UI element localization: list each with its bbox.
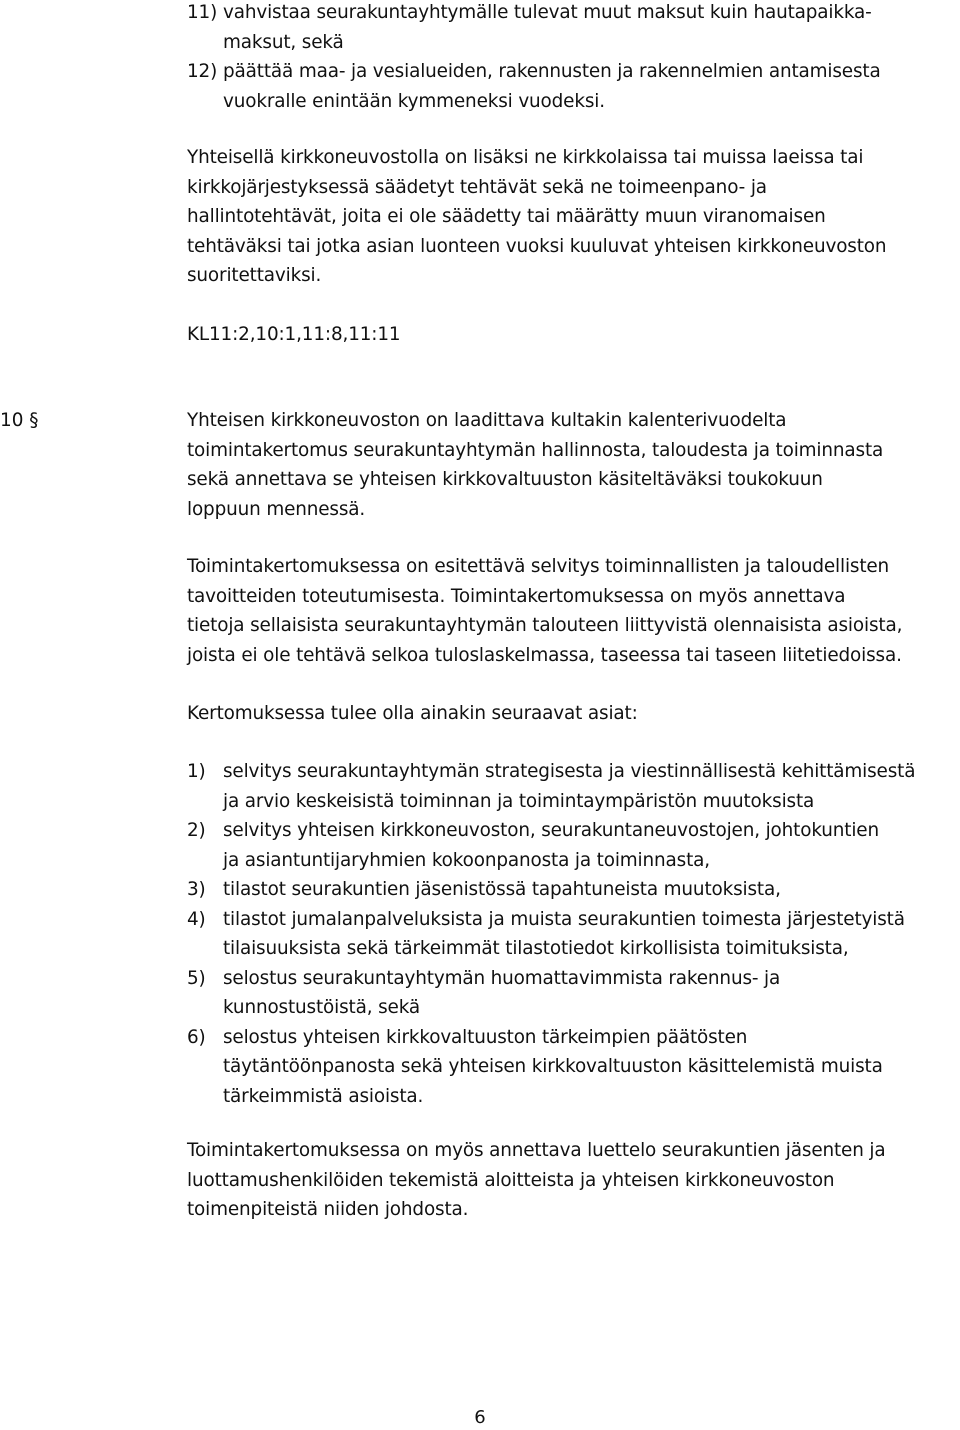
list-item-number: 1) <box>187 761 206 782</box>
paragraph-line: Toimintakertomuksessa on esitettävä selvitys toiminnallisten ja taloudellisten <box>187 556 890 577</box>
paragraph-annual-report-requirement <box>187 406 959 524</box>
list-item-line: tilastot jumalanpalveluksista ja muista seurakuntien toimesta järjestetyistä <box>223 908 905 930</box>
list-item <box>187 0 947 57</box>
list-intro <box>187 699 959 729</box>
list-item-number: 11) <box>187 2 218 23</box>
paragraph-line: tavoitteiden toteutumisesta. Toimintakertomuksessa on myös annettava <box>187 585 846 607</box>
list-item <box>187 1023 959 1112</box>
list-item-line: vuokralle enintään kymmeneksi vuodeksi. <box>223 90 605 112</box>
list-item <box>187 757 959 816</box>
section-number: 10 § <box>0 410 39 431</box>
list-item <box>187 816 959 875</box>
paragraph-line: toimintakertomus seurakuntayhtymän hallinnosta, taloudesta ja toiminnasta <box>187 439 884 461</box>
list-item <box>187 875 959 905</box>
paragraph-line: Toimintakertomuksessa on myös annettava luettelo seurakuntien jäsenten ja <box>187 1140 886 1161</box>
list-item-line: tilastot seurakuntien jäsenistössä tapahtuneista muutoksista, <box>223 879 781 900</box>
paragraph-line: Yhteisen kirkkoneuvoston on laadittava kultakin kalenterivuodelta <box>187 410 787 431</box>
paragraph-report-contents <box>187 552 959 670</box>
list-item <box>187 57 947 116</box>
list-item-line: päättää maa- ja vesialueiden, rakennusten ja rakennelmien antamisesta <box>223 61 881 82</box>
list-item-line: ja asiantuntijaryhmien kokoonpanosta ja toiminnasta, <box>223 849 710 871</box>
paragraph-line: sekä annettava se yhteisen kirkkovaltuuston käsiteltäväksi toukokuun <box>187 469 823 490</box>
list-item-line: vahvistaa seurakuntayhtymälle tulevat muut maksut kuin hautapaikka- <box>223 2 872 23</box>
list-item-number: 2) <box>187 820 206 841</box>
list-item-line: tilaisuuksista sekä tärkeimmät tilastotiedot kirkollisista toimituksista, <box>223 938 849 959</box>
paragraph-line: tietoja sellaisista seurakuntayhtymän talouteen liittyvistä olennaisista asioista, <box>187 615 903 636</box>
list-item-line: selvitys yhteisen kirkkoneuvoston, seurakuntaneuvostojen, johtokuntien <box>223 820 879 841</box>
list-item-number: 12) <box>187 61 218 82</box>
list-item-number: 3) <box>187 879 206 900</box>
numbered-list <box>187 757 959 1111</box>
paragraph-additional-duties <box>187 143 959 291</box>
list-item-line: selostus seurakuntayhtymän huomattavimmista rakennus- ja <box>223 967 781 989</box>
list-item-number: 5) <box>187 967 206 989</box>
paragraph-line: tehtäväksi tai jotka asian luonteen vuoksi kuuluvat yhteisen kirkkoneuvoston <box>187 235 887 257</box>
paragraph-line: Yhteisellä kirkkoneuvostolla on lisäksi ne kirkkolaissa tai muissa laeissa tai <box>187 147 864 168</box>
list-item <box>187 905 959 964</box>
list-item-number: 4) <box>187 908 206 930</box>
list-item-number: 6) <box>187 1026 206 1048</box>
paragraph-initiatives-list <box>187 1136 959 1225</box>
paragraph-line: toimenpiteistä niiden johdosta. <box>187 1199 469 1220</box>
page-number: 6 <box>474 1407 486 1428</box>
paragraph-line: loppuun mennessä. <box>187 498 366 520</box>
paragraph-line: hallintotehtävät, joita ei ole säädetty tai määrätty muun viranomaisen <box>187 206 826 227</box>
list-item-line: ja arvio keskeisistä toiminnan ja toimintaympäristön muutoksista <box>223 790 815 812</box>
list-item-line: maksut, sekä <box>223 31 344 53</box>
paragraph-line: joista ei ole tehtävä selkoa tuloslaskelmassa, taseessa tai taseen liitetiedoissa. <box>187 644 902 666</box>
intro-text: Kertomuksessa tulee olla ainakin seuraavat asiat: <box>187 703 638 724</box>
top-numbered-list <box>187 0 947 116</box>
reference-text: KL11:2,10:1,11:8,11:11 <box>187 324 401 345</box>
list-item-line: kunnostustöistä, sekä <box>223 997 421 1018</box>
list-item <box>187 964 959 1023</box>
list-item-line: selostus yhteisen kirkkovaltuuston tärkeimpien päätösten <box>223 1026 748 1048</box>
paragraph-line: luottamushenkilöiden tekemistä aloitteista ja yhteisen kirkkoneuvoston <box>187 1169 835 1191</box>
paragraph-line: kirkkojärjestyksessä säädetyt tehtävät sekä ne toimeenpano- ja <box>187 176 767 198</box>
list-item-line: tärkeimmistä asioista. <box>223 1085 424 1107</box>
paragraph-line: suoritettaviksi. <box>187 265 322 286</box>
legal-reference <box>187 320 959 350</box>
list-item-line: selvitys seurakuntayhtymän strategisesta ja viestinnällisestä kehittämisestä <box>223 761 916 782</box>
list-item-line: täytäntöönpanosta sekä yhteisen kirkkovaltuuston käsittelemistä muista <box>223 1056 883 1077</box>
